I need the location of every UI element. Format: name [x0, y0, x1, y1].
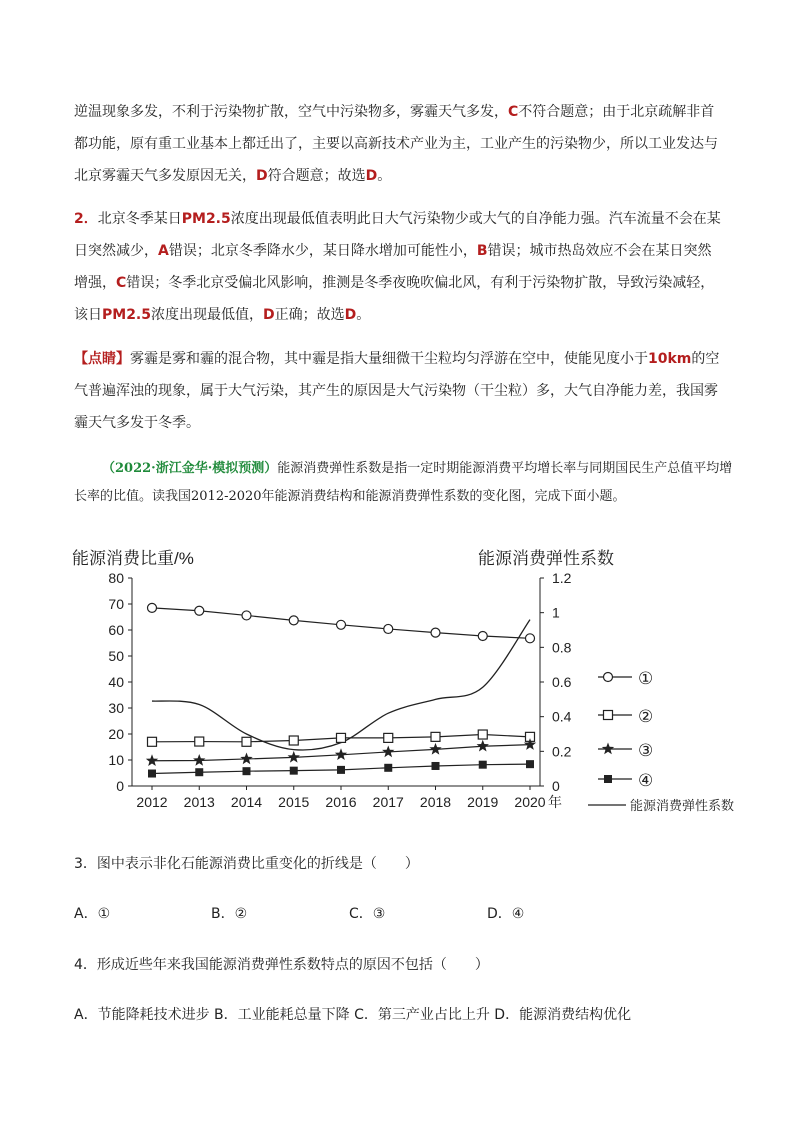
tip-km: 10km — [648, 351, 692, 367]
answer-text: 错误；城市热岛效应不会在某日突然增强， — [74, 243, 712, 291]
left-tick-label: 60 — [108, 622, 124, 638]
x-tick-label: 2017 — [372, 794, 404, 810]
answer-text: 浓度出现最低值， — [151, 307, 263, 323]
q4-options[interactable]: A．节能降耗技术进步 B．工业能耗总量下降 C．第三产业占比上升 D．能源消费结构优化 — [74, 1007, 632, 1023]
data-point — [195, 768, 203, 776]
option-letter: C — [508, 104, 519, 120]
option-letter: D — [344, 307, 357, 323]
data-point — [290, 767, 298, 775]
data-point — [337, 733, 346, 742]
right-axis-title: 能源消费弹性系数 — [478, 549, 614, 568]
answer-text: 。 — [377, 168, 392, 184]
data-point — [148, 603, 157, 612]
right-tick-label: 0 — [552, 778, 560, 794]
legend-label: ② — [638, 707, 654, 726]
right-tick-label: 0.6 — [552, 674, 572, 690]
tip-paragraph — [74, 343, 724, 439]
question-source: （2022·浙江金华·模拟预测） — [102, 461, 278, 476]
question-4-stem: 4．形成近些年来我国能源消费弹性系数特点的原因不包括（ ） — [74, 957, 489, 973]
data-point — [242, 737, 251, 746]
legend-marker — [604, 775, 612, 783]
left-tick-label: 0 — [116, 778, 124, 794]
left-tick-label: 30 — [108, 700, 124, 716]
option-letter: D — [256, 168, 268, 184]
pm-term: PM2.5 — [181, 211, 231, 227]
option-letter: D — [365, 168, 378, 184]
x-unit-label: 年 — [548, 794, 562, 810]
option-letter: D — [263, 307, 275, 323]
left-tick-label: 80 — [108, 570, 124, 586]
data-point — [337, 766, 345, 774]
legend-label: ③ — [638, 741, 654, 760]
option-letter: C — [116, 275, 127, 291]
right-tick-label: 0.4 — [552, 708, 572, 725]
left-tick-label: 70 — [108, 596, 124, 612]
intro-text: 能源消费弹性系数是指一定时期能源消费平均增长率与同期国民生产总值平均增长率的比值。读我国2012-2020年能源消费结构和能源消费弹性系数的变化图，完成下面小题。 — [74, 461, 733, 504]
q3-option-a[interactable]: A．① — [74, 906, 111, 922]
tip-text: 雾霾是雾和霾的混合物，其中霾是指大量细微干尘粒均匀浮游在空中，使能见度小于 — [130, 351, 648, 367]
data-point — [148, 770, 156, 778]
left-tick-label: 50 — [108, 648, 124, 664]
data-point — [289, 736, 298, 745]
pm-term: PM2.5 — [102, 307, 151, 323]
tip-label: 【点睛】 — [74, 351, 130, 367]
data-point — [431, 628, 440, 637]
answer-text: 错误；北京冬季降水少，某日降水增加可能性小， — [168, 243, 477, 259]
data-point — [148, 737, 157, 746]
option-letter: A — [158, 243, 169, 259]
answer-text: 符合题意；故选 — [267, 168, 366, 184]
q3-option-d[interactable]: D．④ — [487, 906, 525, 922]
data-point — [432, 762, 440, 770]
legend-marker — [604, 673, 613, 682]
data-point — [195, 606, 204, 615]
data-point — [193, 754, 205, 766]
data-point — [384, 624, 393, 633]
option-letter: B — [476, 243, 488, 259]
data-point — [146, 754, 158, 766]
answer-text: 。 — [356, 307, 371, 323]
left-tick-label: 10 — [108, 752, 124, 768]
x-tick-label: 2013 — [183, 794, 215, 810]
data-point — [478, 730, 487, 739]
legend-marker — [604, 711, 613, 720]
data-point — [289, 616, 298, 625]
answer-2 — [74, 203, 724, 331]
q3-option-c[interactable]: C．③ — [349, 906, 386, 922]
right-tick-label: 0.2 — [552, 743, 572, 760]
elasticity-curve — [152, 620, 530, 750]
data-point — [382, 745, 394, 757]
legend-label-elasticity: 能源消费弹性系数 — [630, 798, 735, 813]
x-tick-label: 2020 — [514, 794, 546, 810]
tip-text: 的空气普遍浑浊的现象，属于大气污染，其产生的原因是大气污染物（干尘粒）多，大气自净能力差，我国雾霾天气多发于冬季。 — [74, 351, 720, 431]
x-tick-label: 2016 — [325, 794, 357, 810]
data-point — [243, 767, 251, 775]
data-point — [526, 634, 535, 643]
x-tick-label: 2015 — [278, 794, 310, 810]
question-intro — [74, 455, 734, 511]
answer-text: 错误；冬季北京受偏北风影响，推测是冬季夜晚吹偏北风，有利于污染物扩散，导致污染减轻，该日 — [74, 275, 715, 323]
right-tick-label: 1.2 — [552, 570, 572, 586]
data-point — [478, 631, 487, 640]
legend-label: ① — [638, 669, 654, 688]
data-point — [384, 733, 393, 742]
left-axis-title: 能源消费比重/% — [72, 549, 194, 568]
data-point — [242, 611, 251, 620]
data-point — [288, 751, 300, 763]
data-point — [479, 761, 487, 769]
x-tick-label: 2012 — [136, 794, 168, 810]
left-tick-label: 20 — [108, 726, 124, 742]
data-point — [429, 743, 441, 755]
left-tick-label: 40 — [108, 674, 124, 690]
answer-text: 浓度出现最低值表明此日大气污染物少或大气的自净能力强。汽车流量不会在某日突然减少， — [74, 211, 721, 259]
data-point — [195, 737, 204, 746]
data-point — [526, 760, 534, 768]
data-point — [477, 740, 489, 752]
answer-number: 2． — [74, 211, 98, 227]
x-tick-label: 2019 — [467, 794, 499, 810]
legend-marker — [602, 743, 614, 755]
data-point — [335, 748, 347, 760]
data-point — [431, 732, 440, 741]
data-point — [337, 620, 346, 629]
right-tick-label: 1 — [552, 604, 560, 621]
legend-label: ④ — [638, 771, 654, 790]
question-3-stem: 3．图中表示非化石能源消费比重变化的折线是（ ） — [74, 856, 419, 872]
right-tick-label: 0.8 — [552, 639, 572, 656]
answer-text: 正确；故选 — [274, 307, 345, 323]
data-point — [240, 752, 252, 764]
energy-chart — [60, 540, 750, 820]
q3-option-b[interactable]: B．② — [211, 906, 248, 922]
data-point — [384, 764, 392, 772]
x-tick-label: 2014 — [230, 794, 263, 810]
x-tick-label: 2018 — [419, 794, 452, 810]
answer-continuation — [74, 96, 724, 192]
answer-text: 北京冬季某日 — [97, 211, 182, 227]
answer-text: 不符合题意；由于北京疏解非首都功能，原有重工业基本上都迁出了，主要以高新技术产业为主，工业产生的污染物少，所以工业发达与北京雾霾天气多发原因无关， — [74, 104, 718, 184]
answer-text: 逆温现象多发，不利于污染物扩散，空气中污染物多，雾霾天气多发， — [74, 104, 508, 120]
